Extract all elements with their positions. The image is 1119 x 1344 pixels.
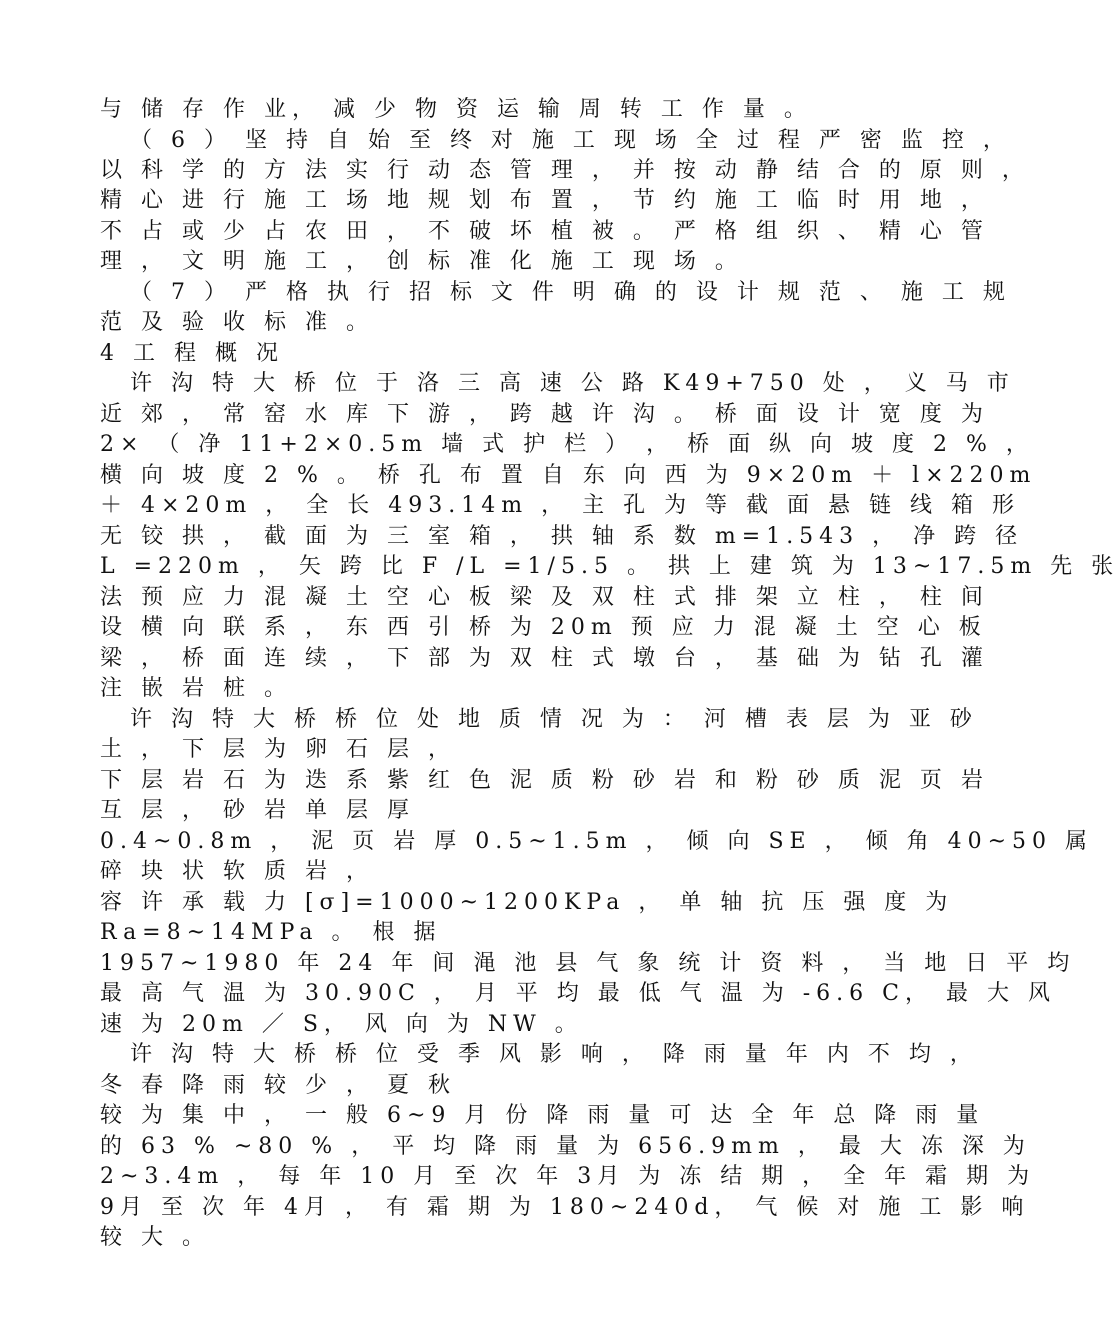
text-line: 土 ， 下 层 为 卵 石 层 ， [100, 737, 456, 762]
text-line: 范 及 验 收 标 准 。 [100, 310, 374, 335]
section-heading: 4 工 程 概 况 [100, 341, 284, 366]
text-line: 最 高 气 温 为 30.90C ， 月 平 均 最 低 气 温 为 -6.6 C， 最 大 风 [100, 981, 1056, 1006]
text-line: 碎 块 状 软 质 岩 ， [100, 859, 374, 884]
text-line: 下 层 岩 石 为 迭 系 紫 红 色 泥 质 粉 砂 岩 和 粉 砂 质 泥 页 岩 [100, 768, 989, 793]
text-line: 法 预 应 力 混 凝 土 空 心 板 梁 及 双 柱 式 排 架 立 柱 ， 柱 间 [100, 585, 989, 610]
text-line: 与 储 存 作 业， 减 少 物 资 运 输 周 转 工 作 量 。 [100, 97, 812, 122]
text-line: 无 铰 拱 ， 截 面 为 三 室 箱 ， 拱 轴 系 数 m=1.543 ， 净 跨 径 [100, 524, 1024, 549]
text-line: 近 郊 ， 常 窑 水 库 下 游 ， 跨 越 许 沟 。 桥 面 设 计 宽 度 为 [100, 402, 989, 427]
text-line: 许 沟 特 大 桥 桥 位 处 地 质 情 况 为 ： 河 槽 表 层 为 亚 砂 [130, 707, 978, 732]
text-line: ＋ 4×20m ， 全 长 493.14m ， 主 孔 为 等 截 面 悬 链 线 箱 形 [100, 493, 1021, 518]
text-line: 较 为 集 中 ， 一 般 6~9 月 份 降 雨 量 可 达 全 年 总 降 雨 量 [100, 1103, 985, 1128]
text-line: 2× （ 净 11+2×0.5m 墙 式 护 栏 ） ， 桥 面 纵 向 坡 度 2 % ， [100, 432, 1034, 457]
text-line: 不 占 或 少 占 农 田 ， 不 破 坏 植 被 。 严 格 组 织 、 精 心 管 [100, 219, 989, 244]
text-line: 1957~1980 年 24 年 间 渑 池 县 气 象 统 计 资 料 ， 当 地 日 平 均 [100, 951, 1076, 976]
text-line: 设 横 向 联 系 ， 东 西 引 桥 为 20m 预 应 力 混 凝 土 空 心 板 [100, 615, 987, 640]
text-line: 0.4~0.8m ， 泥 页 岩 厚 0.5~1.5m ， 倾 向 SE ， 倾 角 40~50 属 [100, 829, 1093, 854]
text-line: 较 大 。 [100, 1225, 210, 1250]
text-line: 2~3.4m ， 每 年 10 月 至 次 年 3月 为 冻 结 期 ， 全 年 霜 期 为 [100, 1164, 1036, 1189]
text-line: 理 ， 文 明 施 工 ， 创 标 准 化 施 工 现 场 。 [100, 249, 743, 274]
text-line: （ 6 ） 坚 持 自 始 至 终 对 施 工 现 场 全 过 程 严 密 监 控 ， [130, 128, 1011, 153]
text-line: （ 7 ） 严 格 执 行 招 标 文 件 明 确 的 设 计 规 范 、 施 工 规 [130, 280, 1011, 305]
text-line: 注 嵌 岩 桩 。 [100, 676, 292, 701]
text-line: Ra=8~14MPa 。 根 据 [100, 920, 442, 945]
text-line: 容 许 承 载 力 [σ]=1000~1200KPa ， 单 轴 抗 压 强 度 为 [100, 890, 954, 915]
text-line: 9月 至 次 年 4月 ， 有 霜 期 为 180~240d， 气 候 对 施 工 影 响 [100, 1195, 1030, 1220]
text-line: 速 为 20m ／ S， 风 向 为 NW 。 [100, 1012, 583, 1037]
text-line: 以 科 学 的 方 法 实 行 动 态 管 理 ， 并 按 动 静 结 合 的 原 则 ， [100, 158, 1030, 183]
text-line: 梁 ， 桥 面 连 续 ， 下 部 为 双 柱 式 墩 台 ， 基 础 为 钻 孔 灌 [100, 646, 989, 671]
text-line: 互 层 ， 砂 岩 单 层 厚 [100, 798, 415, 823]
text-line: 许 沟 特 大 桥 桥 位 受 季 风 影 响 ， 降 雨 量 年 内 不 均 ， [130, 1042, 978, 1067]
text-line: 许 沟 特 大 桥 位 于 洛 三 高 速 公 路 K49+750 处 ， 义 马 市 [130, 371, 1015, 396]
text-line: 横 向 坡 度 2 % 。 桥 孔 布 置 自 东 向 西 为 9×20m ＋ l×220m [100, 463, 1037, 488]
text-line: 冬 春 降 雨 较 少 ， 夏 秋 [100, 1073, 456, 1098]
text-line: L =220m ， 矢 跨 比 F /L =1/5.5 。 拱 上 建 筑 为 13~17.5m 先 张 [100, 554, 1119, 579]
text-line: 的 63 % ~80 % ， 平 均 降 雨 量 为 656.9mm ， 最 大 冻 深 为 [100, 1134, 1031, 1159]
text-line: 精 心 进 行 施 工 场 地 规 划 布 置 ， 节 约 施 工 临 时 用 地 ， [100, 188, 989, 213]
